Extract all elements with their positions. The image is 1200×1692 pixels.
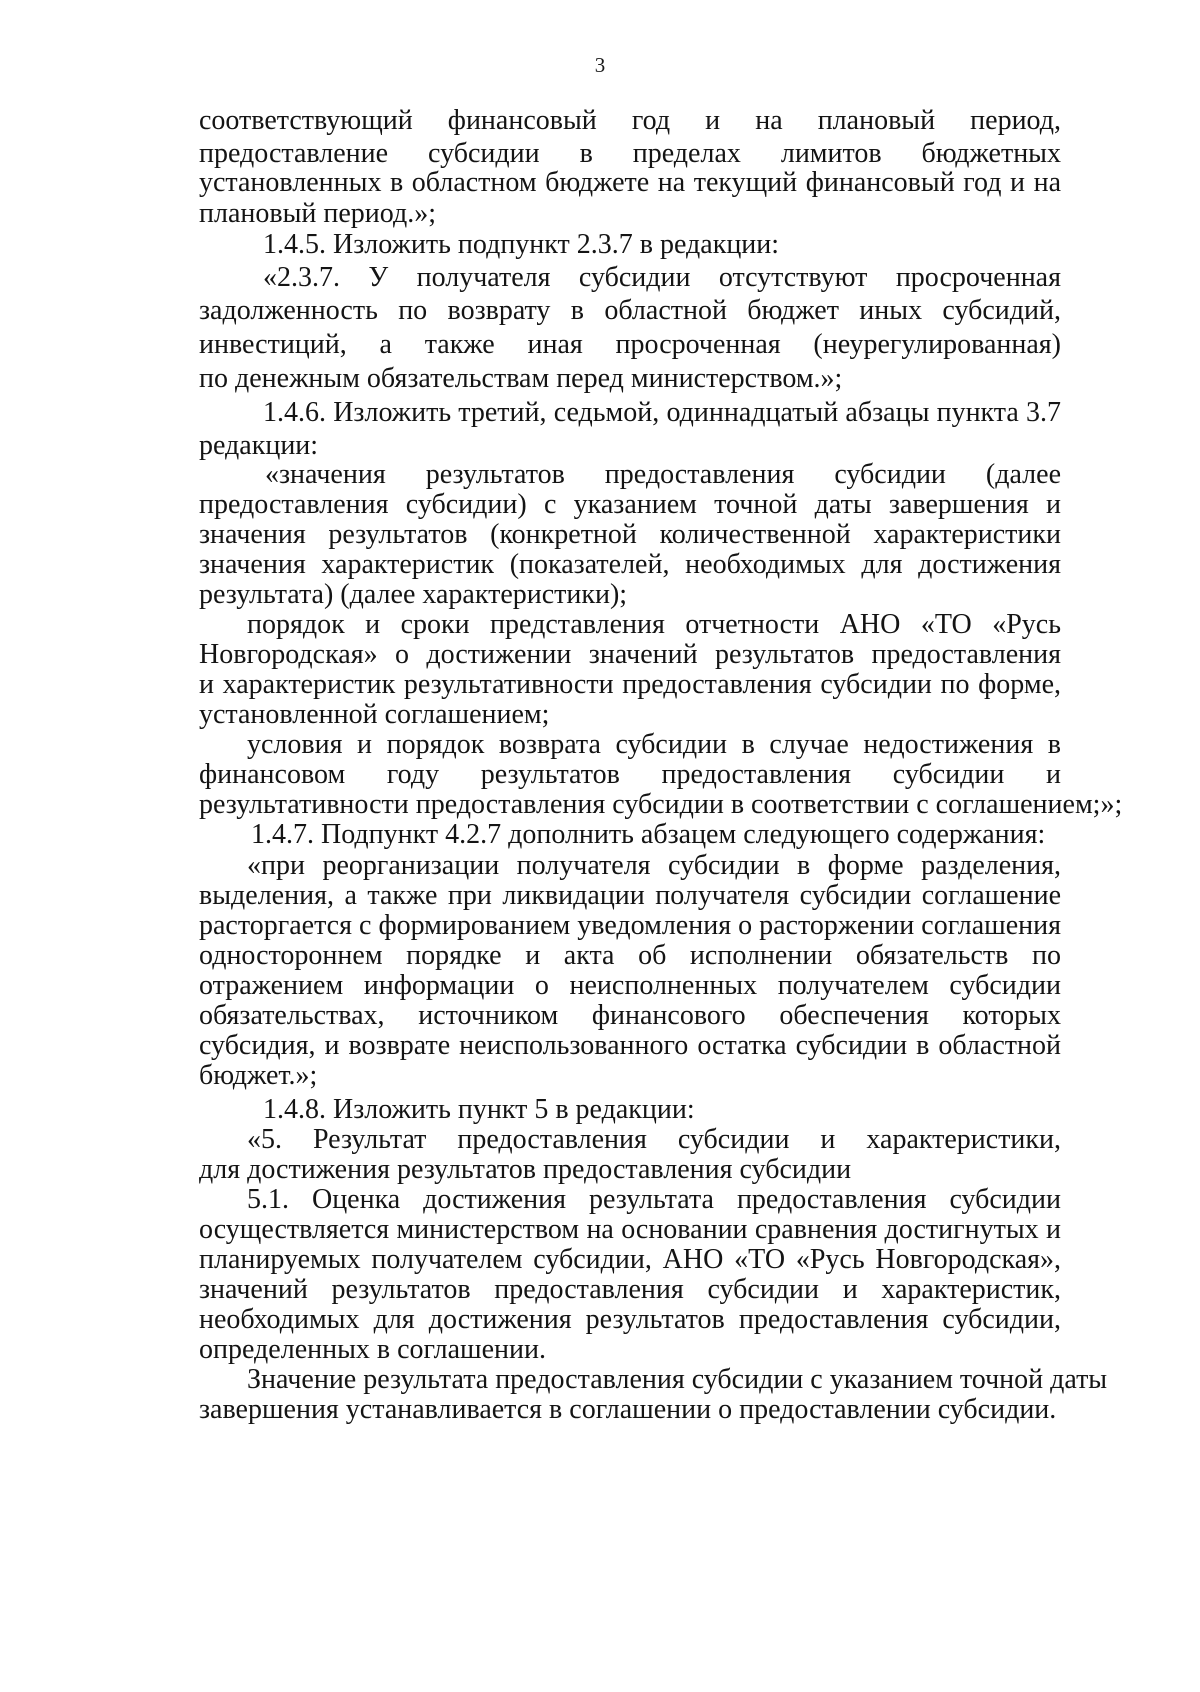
page-number: 3 [594,53,606,77]
text-line: расторгается с формированием уведомления о расторжении соглашения [199,910,1061,941]
text-line: отражением информации о неисполненных получателем субсидии [199,970,1061,1001]
text-line: результативности предоставления субсидии в соответствии с соглашением;»; [199,789,1123,820]
text-line: осуществляется министерством на основании сравнения достигнутых и [199,1214,1061,1245]
text-line: «при реорганизации получателя субсидии в форме разделения, [247,850,1061,881]
text-line: «5. Результат предоставления субсидии и характеристики, [247,1124,1061,1155]
text-line: 1.4.5. Изложить подпункт 2.3.7 в редакции: [263,229,780,260]
text-line: 1.4.7. Подпункт 4.2.7 дополнить абзацем следующего содержания: [251,819,1046,850]
text-line: планируемых получателем субсидии, АНО «ТО «Русь Новгородская», [199,1244,1061,1275]
text-line: значения результатов (конкретной количественной характеристики [199,519,1061,550]
text-line: Новгородская» о достижении значений результатов предоставления [199,639,1061,670]
text-line: бюджет.»; [199,1060,318,1091]
text-line: плановый период.»; [199,198,437,229]
text-line: выделения, а также при ликвидации получателя субсидии соглашение [199,880,1061,911]
text-line: для достижения результатов предоставления субсидии [199,1154,852,1185]
text-line: 1.4.6. Изложить третий, седьмой, одиннадцатый абзацы пункта 3.7 [263,397,1061,428]
text-line: «2.3.7. У получателя субсидии отсутствуют просроченная [263,262,1061,293]
text-line: 5.1. Оценка достижения результата предоставления субсидии [247,1184,1061,1215]
text-line: предоставления субсидии) с указанием точной даты завершения и [199,489,1061,520]
text-line: установленных в областном бюджете на текущий финансовый год и на [199,167,1061,198]
text-line: значений результатов предоставления субсидии и характеристик, [199,1274,1061,1305]
text-line: инвестиций, а также иная просроченная (неурегулированная) [199,329,1061,360]
text-line: значения характеристик (показателей, необходимых для достижения [199,549,1061,580]
text-line: завершения устанавливается в соглашении о предоставлении субсидии. [199,1394,1057,1425]
text-line: субсидия, и возврате неиспользованного остатка субсидии в областной [199,1030,1061,1061]
text-line: задолженность по возврату в областной бюджет иных субсидий, [199,295,1061,326]
text-line: результата) (далее характеристики); [199,579,628,610]
text-line: одностороннем порядке и акта об исполнении обязательств по [199,940,1061,971]
text-line: редакции: [199,430,319,461]
text-line: предоставление субсидии в пределах лимитов бюджетных [199,138,1061,169]
text-line: обязательствах, источником финансового обеспечения которых [199,1000,1061,1031]
text-line: Значение результата предоставления субсидии с указанием точной даты [247,1364,1108,1395]
text-line: необходимых для достижения результатов предоставления субсидии, [199,1304,1061,1335]
text-line: и характеристик результативности предоставления субсидии по форме, [199,669,1061,700]
text-line: финансовом году результатов предоставления субсидии и [199,759,1061,790]
text-line: определенных в соглашении. [199,1334,546,1365]
text-line: по денежным обязательствам перед министерством.»; [199,363,843,394]
text-line: соответствующий финансовый год и на плановый период, [199,105,1061,136]
text-line: «значения результатов предоставления субсидии (далее [265,459,1061,490]
text-line: порядок и сроки представления отчетности АНО «ТО «Русь [247,609,1061,640]
text-line: условия и порядок возврата субсидии в случае недостижения в [247,729,1061,760]
text-line: установленной соглашением; [199,699,550,730]
text-line: 1.4.8. Изложить пункт 5 в редакции: [263,1094,695,1125]
